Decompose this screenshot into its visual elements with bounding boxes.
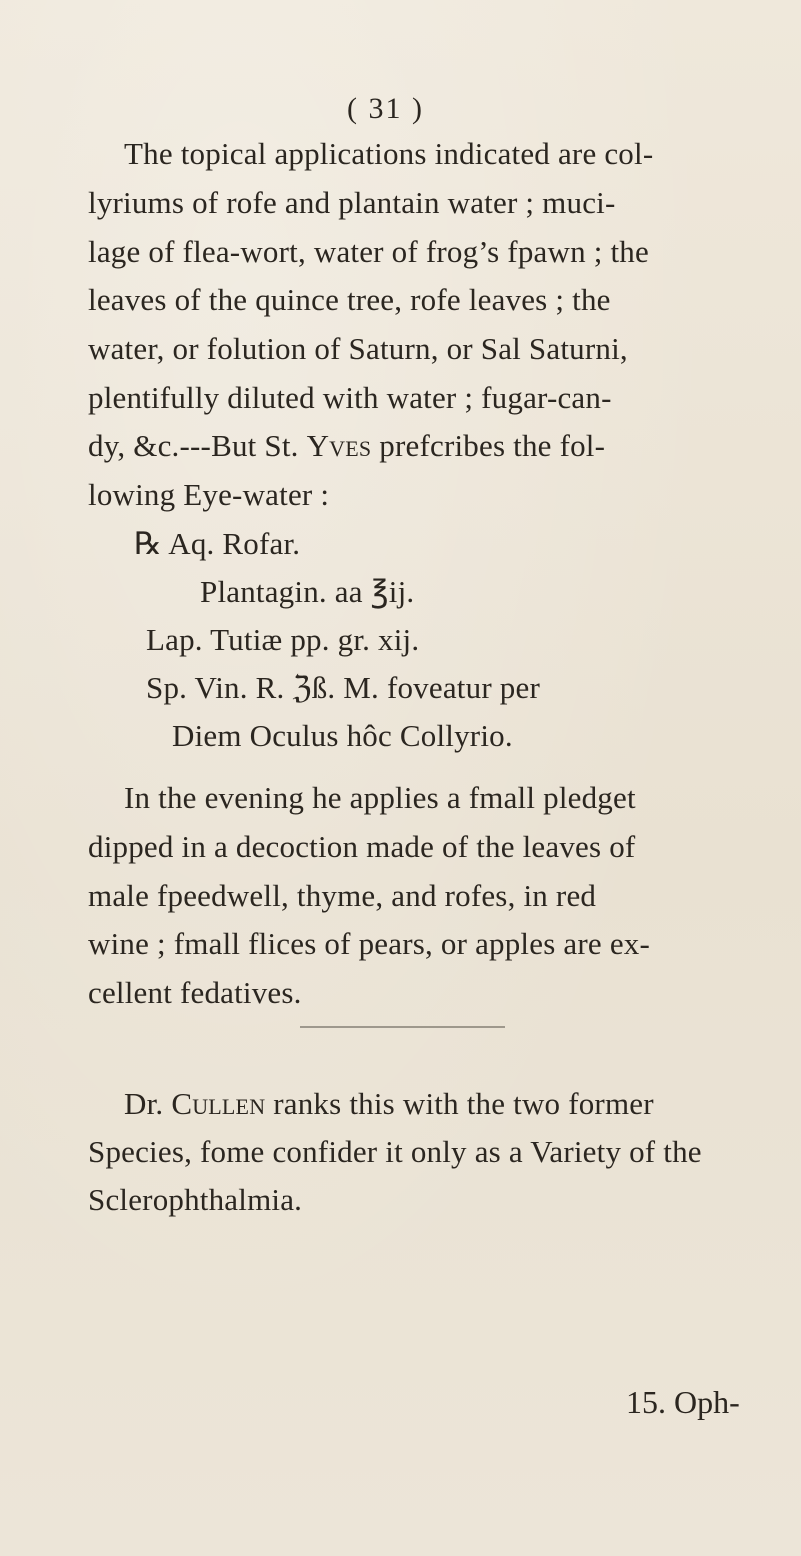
recipe-line: ℞ Aq. Rofar. xyxy=(134,526,301,561)
text-line: In the evening he applies a fmall pledget xyxy=(124,780,636,815)
catchword: 15. Oph- xyxy=(626,1384,740,1420)
footnote-line: Species, fome confider it only as a Variety of the xyxy=(88,1134,702,1169)
footnote-line xyxy=(124,1086,654,1122)
text-line: water, or folution of Saturn, or Sal Saturni, xyxy=(88,331,628,366)
footnote-line: Sclerophthalmia. xyxy=(88,1182,303,1217)
author-name: Cullen xyxy=(171,1086,266,1121)
text-line: lage of flea-wort, water of frog’s fpawn ; the xyxy=(88,234,649,269)
text-line: leaves of the quince tree, rofe leaves ; the xyxy=(88,282,611,317)
recipe-line: Lap. Tutiæ pp. gr. xij. xyxy=(146,622,420,657)
text-line: wine ; fmall flices of pears, or apples are ex- xyxy=(88,926,650,961)
text-segment: prefcribes the fol- xyxy=(371,428,606,463)
section-divider xyxy=(300,1026,505,1028)
text-line: cellent fedatives. xyxy=(88,975,302,1010)
text-line: lowing Eye-water : xyxy=(88,477,330,512)
text-segment: Dr. xyxy=(124,1086,172,1121)
page-number: ( 31 ) xyxy=(347,92,424,125)
recipe-line: Sp. Vin. R. ℨß. M. foveatur per xyxy=(146,670,540,705)
text-line: male fpeedwell, thyme, and rofes, in red xyxy=(88,878,597,913)
text-line: The topical applications indicated are col- xyxy=(124,136,654,171)
recipe-line: Plantagin. aa ℥ij. xyxy=(200,574,415,609)
text-line: plentifully diluted with water ; fugar-can- xyxy=(88,380,612,415)
text-line: lyriums of rofe and plantain water ; muci- xyxy=(88,185,616,220)
text-segment: dy, &c.---But St. xyxy=(88,428,307,463)
text-line xyxy=(88,428,605,464)
recipe-line: Diem Oculus hôc Collyrio. xyxy=(172,718,513,753)
text-line: dipped in a decoction made of the leaves of xyxy=(88,829,636,864)
text-segment: ranks this with the two former xyxy=(265,1086,654,1121)
author-name: Yves xyxy=(306,428,372,463)
